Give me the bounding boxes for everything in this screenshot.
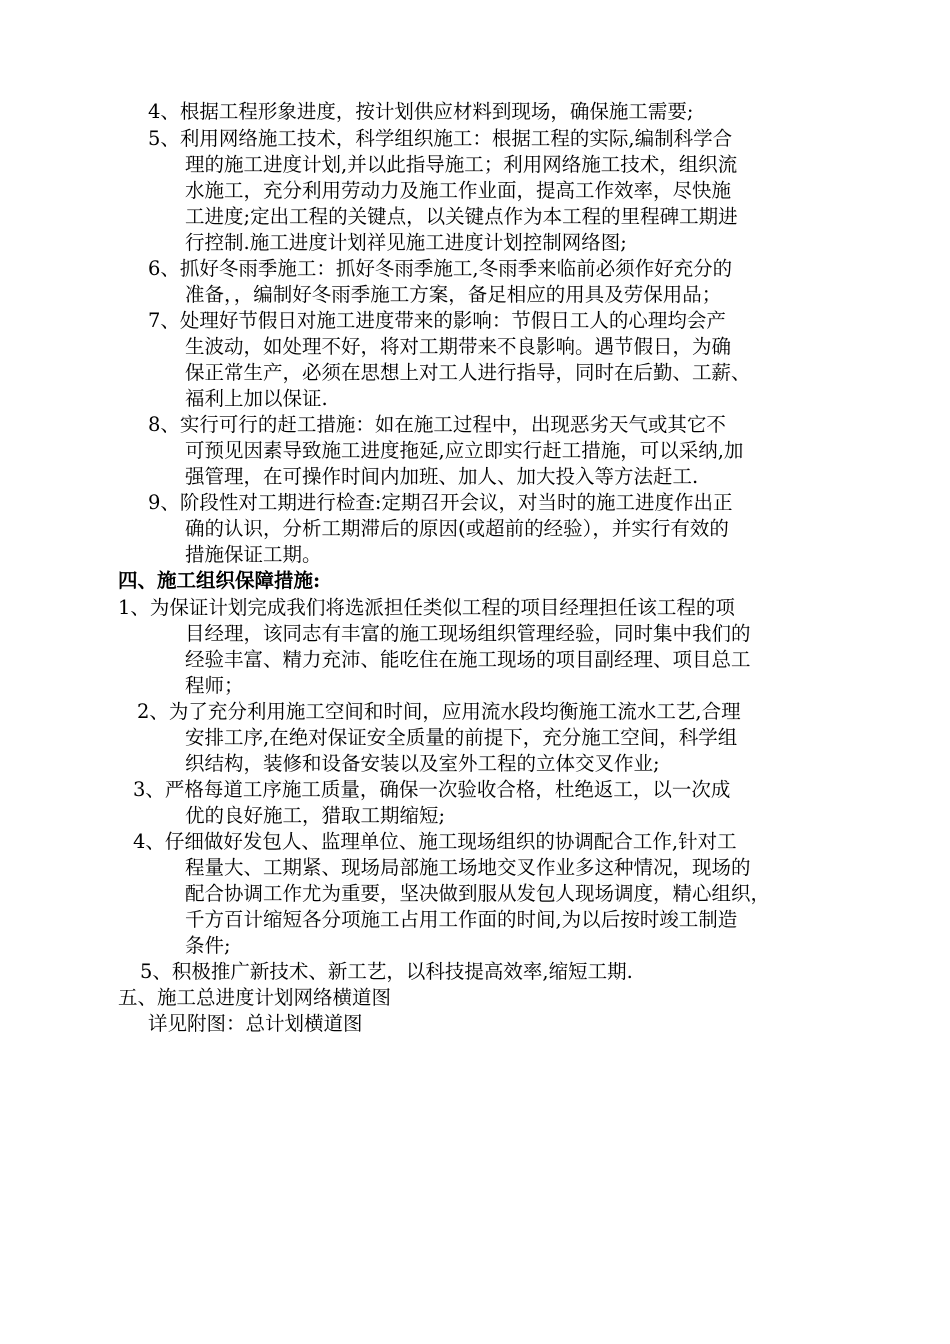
item-9-line-3: 措施保证工期。	[185, 543, 322, 566]
attachment-reference: 详见附图：总计划横道图	[148, 1012, 363, 1035]
s4-item-4-line-3: 配合协调工作尤为重要，坚决做到服从发包人现场调度，精心组织，	[185, 882, 771, 905]
s4-item-1-line-1: 1、为保证计划完成我们将选派担任类似工程的项目经理担任该工程的项	[118, 596, 735, 619]
item-9-line-2: 确的认识，分析工期滞后的原因(或超前的经验），并实行有效的	[185, 517, 729, 540]
item-5-line-4: 工进度;定出工程的关键点，以关键点作为本工程的里程碑工期进	[185, 205, 738, 228]
s4-item-1-line-2: 目经理，该同志有丰富的施工现场组织管理经验，同时集中我们的	[185, 622, 751, 645]
section-5-heading: 五、施工总进度计划网络横道图	[118, 986, 392, 1009]
s4-item-2-line-2: 安排工序,在绝对保证安全质量的前提下，充分施工空间，科学组	[185, 726, 738, 749]
s4-item-4-line-4: 千方百计缩短各分项施工占用工作面的时间,为以后按时竣工制造	[185, 908, 738, 931]
item-8-line-1: 8、实行可行的赶工措施：如在施工过程中，出现恶劣天气或其它不	[148, 413, 726, 436]
item-9-line-1: 9、阶段性对工期进行检查:定期召开会议，对当时的施工进度作出正	[148, 491, 733, 514]
item-7-line-1: 7、处理好节假日对施工进度带来的影响：节假日工人的心理均会产	[148, 309, 726, 332]
item-4-line-1: 4、根据工程形象进度，按计划供应材料到现场，确保施工需要;	[148, 100, 694, 123]
item-8-line-2: 可预见因素导致施工进度拖延,应立即实行赶工措施，可以采纳,加	[185, 439, 744, 462]
item-6-line-1: 6、抓好冬雨季施工：抓好冬雨季施工,冬雨季来临前必须作好充分的	[148, 257, 733, 280]
s4-item-1-line-4: 程师；	[185, 674, 244, 697]
s4-item-3-line-2: 优的良好施工，猎取工期缩短;	[185, 804, 446, 827]
s4-item-4-line-1: 4、仔细做好发包人、监理单位、施工现场组织的协调配合工作,针对工	[133, 830, 737, 853]
item-5-line-1: 5、利用网络施工技术，科学组织施工：根据工程的实际,编制科学合	[148, 127, 733, 150]
item-7-line-2: 生波动，如处理不好，将对工期带来不良影响。遇节假日，为确	[185, 335, 732, 358]
item-5-line-5: 行控制.施工进度计划祥见施工进度计划控制网络图;	[185, 231, 627, 254]
s4-item-3-line-1: 3、严格每道工序施工质量，确保一次验收合格，杜绝返工，以一次成	[133, 778, 731, 801]
section-4-heading: 四、施工组织保障措施:	[118, 569, 321, 592]
item-5-line-3: 水施工，充分利用劳动力及施工作业面，提高工作效率，尽快施	[185, 179, 732, 202]
s4-item-2-line-3: 织结构，装修和设备安装以及室外工程的立体交叉作业;	[185, 752, 660, 775]
s4-item-4-line-2: 程量大、工期紧、现场局部施工场地交叉作业多这种情况，现场的	[185, 856, 751, 879]
s4-item-5-line-1: 5、积极推广新技术、新工艺，以科技提高效率,缩短工期.	[140, 960, 633, 983]
item-6-line-2: 准备，，编制好冬雨季施工方案，备足相应的用具及劳保用品；	[185, 283, 722, 306]
s4-item-2-line-1: 2、为了充分利用施工空间和时间，应用流水段均衡施工流水工艺,合理	[137, 700, 741, 723]
item-7-line-3: 保正常生产，必须在思想上对工人进行指导，同时在后勤、工薪、	[185, 361, 751, 384]
s4-item-4-line-5: 条件;	[185, 934, 231, 957]
item-7-line-4: 福利上加以保证.	[185, 387, 328, 410]
item-8-line-3: 强管理，在可操作时间内加班、加人、加大投入等方法赶工.	[185, 465, 699, 488]
item-5-line-2: 理的施工进度计划,并以此指导施工；利用网络施工技术，组织流	[185, 153, 738, 176]
s4-item-1-line-3: 经验丰富、精力充沛、能吃住在施工现场的项目副经理、项目总工	[185, 648, 751, 671]
